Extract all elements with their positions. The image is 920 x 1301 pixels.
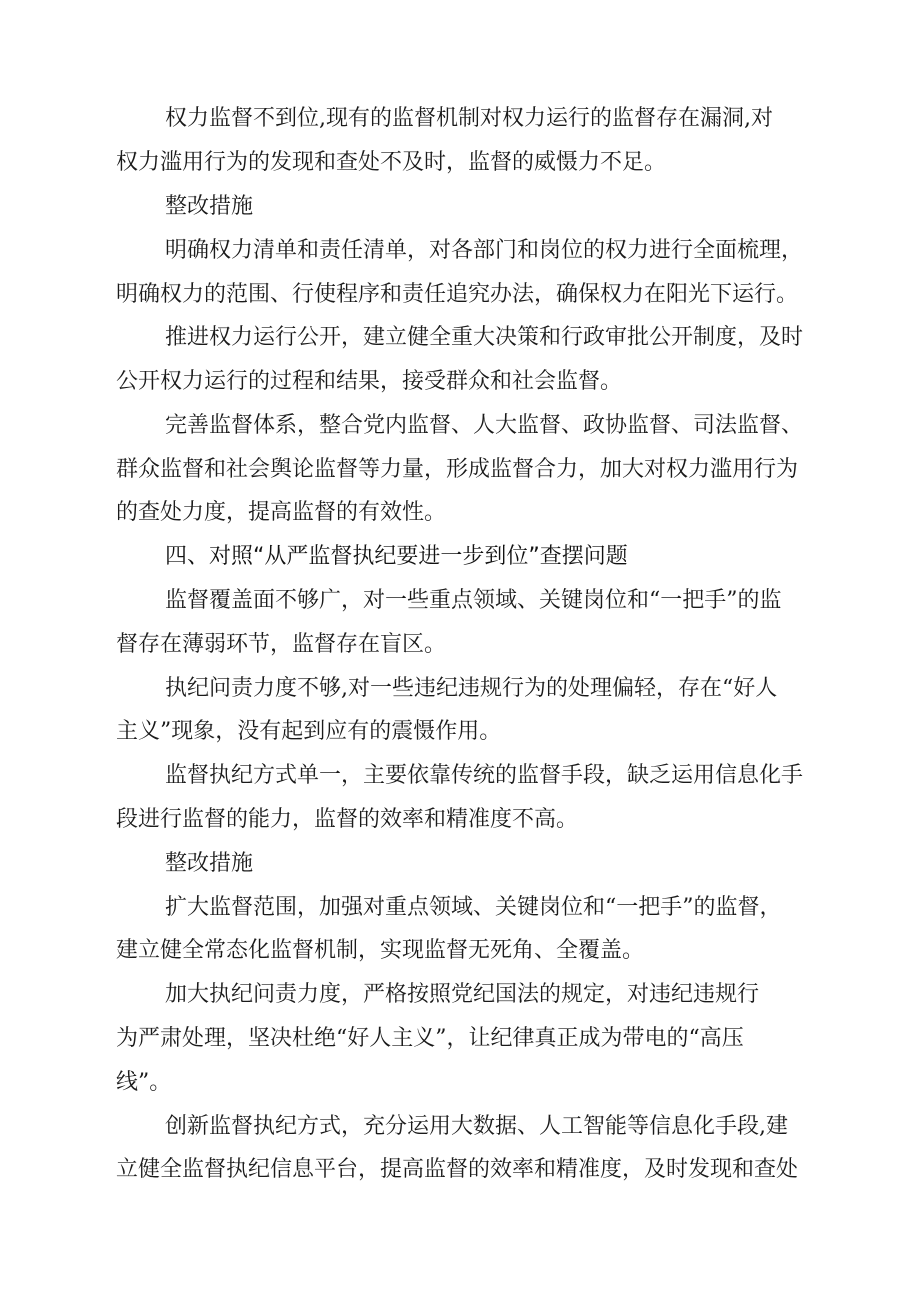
- subheading-rectification: 整改措施: [165, 194, 254, 219]
- body-text-line: 权力监督不到位,现有的监督机制对权力运行的监督存在漏洞,对: [165, 106, 773, 131]
- body-text-line: 明确权力的范围、行使程序和责任追究办法，确保权力在阳光下运行。: [116, 282, 799, 307]
- body-text-line: 完善监督体系，整合党内监督、人大监督、政协监督、司法监督、: [165, 413, 804, 438]
- body-text-line: 主义”现象，没有起到应有的震慑作用。: [116, 719, 502, 744]
- body-text-line: 加大执纪问责力度，严格按照党纪国法的规定，对违纪违规行: [165, 982, 760, 1007]
- body-text-line: 的查处力度，提高监督的有效性。: [116, 500, 447, 525]
- body-text-line: 执纪问责力度不够,对一些违纪违规行为的处理偏轻，存在“好人: [165, 676, 778, 701]
- body-text-line: 建立健全常态化监督机制，实现监督无死角、全覆盖。: [116, 938, 645, 963]
- body-text-line: 立健全监督执纪信息平台，提高监督的效率和精准度，及时发现和查处: [116, 1157, 799, 1182]
- body-text-line: 明确权力清单和责任清单，对各部门和岗位的权力进行全面梳理，: [165, 238, 804, 263]
- section-heading: 四、对照“从严监督执纪要进一步到位”查摆问题: [165, 544, 628, 569]
- body-text-line: 公开权力运行的过程和结果，接受群众和社会监督。: [116, 369, 623, 394]
- subheading-rectification: 整改措施: [165, 851, 254, 876]
- body-text-line: 权力滥用行为的发现和查处不及时，监督的威慑力不足。: [116, 150, 667, 175]
- body-text-line: 创新监督执纪方式，充分运用大数据、人工智能等信息化手段,建: [165, 1114, 788, 1139]
- body-text-line: 为严肃处理，坚决杜绝“好人主义”，让纪律真正成为带电的“高压: [116, 1026, 744, 1051]
- body-text-line: 段进行监督的能力，监督的效率和精准度不高。: [116, 807, 579, 832]
- body-text-line: 监督执纪方式单一，主要依靠传统的监督手段，缺乏运用信息化手: [165, 763, 804, 788]
- body-text-line: 扩大监督范围，加强对重点领域、关键岗位和“一把手”的监督，: [165, 895, 782, 920]
- body-text-line: 群众监督和社会舆论监督等力量，形成监督合力，加大对权力滥用行为: [116, 457, 799, 482]
- body-text-line: 督存在薄弱环节，监督存在盲区。: [116, 632, 447, 657]
- body-text-line: 监督覆盖面不够广，对一些重点领域、关键岗位和“一把手”的监: [165, 588, 782, 613]
- body-text-line: 线”。: [116, 1070, 172, 1095]
- body-text-line: 推进权力运行公开，建立健全重大决策和行政审批公开制度，及时: [165, 325, 804, 350]
